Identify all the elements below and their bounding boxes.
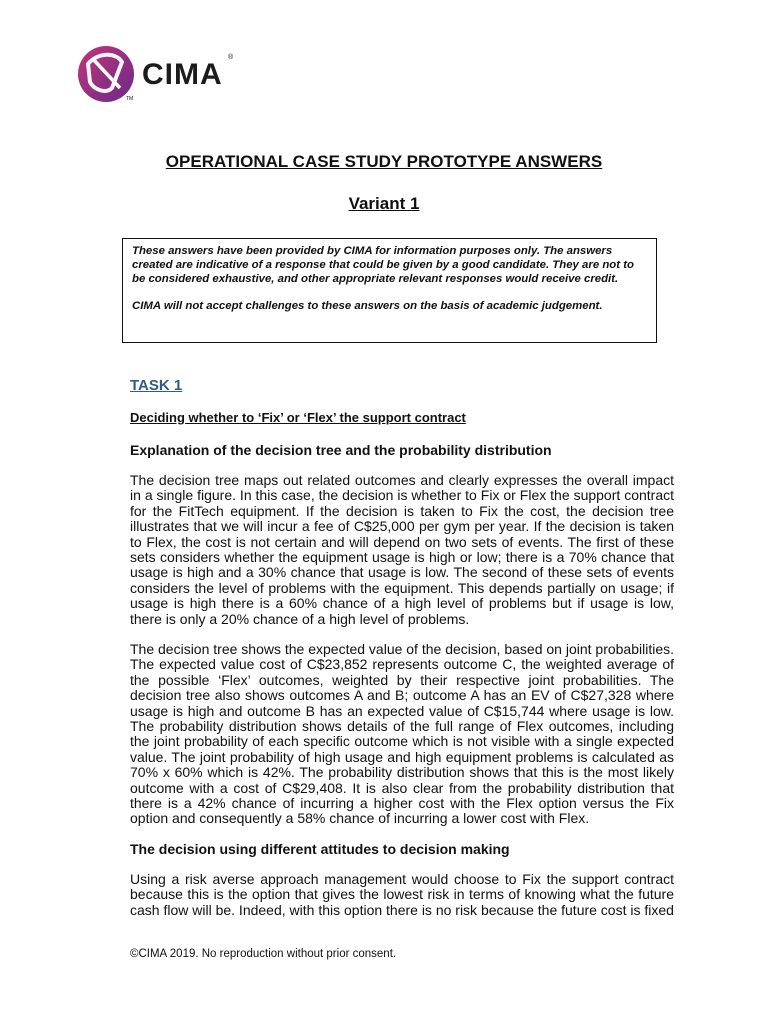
disclaimer-challenge-text: CIMA will not accept challenges to these answers on the basis of academic judgement. <box>132 300 603 312</box>
copyright-footer: ©CIMA 2019. No reproduction without prior consent. <box>130 948 397 960</box>
section-title: Deciding whether to ‘Fix’ or ‘Flex’ the support contract <box>130 410 466 425</box>
document-subtitle: Variant 1 <box>348 194 420 213</box>
paragraph-expected-value: The decision tree shows the expected value of the decision, based on joint probabilities. The expected value cost of C$23,852 represents outcome C, the weighted average of the possible ‘Flex’ outcomes, weighted by their respective joint probabilities. The decision tree also shows outcomes A and B; outcome A has an EV of C$27,328 where usage is high and outcome B has an expected value of C$15,744 where usage is low. The probability distribution shows details of the full range of Flex outcomes, including the joint probability of each specific outcome which is not visible with a single expected value. The joint probability of high usage and high equipment problems is calculated as 70% x 60% which is 42%. The probability distribution shows that this is the most likely outcome with a cost of C$29,408. It is also clear from the probability distribution that there is a 42% chance of incurring a higher cost with the Flex option versus the Fix option and consequently a 58% chance of incurring a lower cost with Flex. <box>130 641 675 827</box>
document-title: OPERATIONAL CASE STUDY PROTOTYPE ANSWERS <box>165 152 603 171</box>
disclaimer-box <box>122 238 657 343</box>
paragraph-decision-tree: The decision tree maps out related outcomes and clearly expresses the overall impact in a single figure. In this case, the decision is whether to Fix or Flex the support contract for the FitTech equipment. If the decision is taken to Fix the cost, the decision tree illustrates that we will incur a fee of C$25,000 per gym per year. If the decision is taken to Flex, the cost is not certain and will depend on two sets of events. The first of these sets considers whether the equipment usage is high or low; there is a 70% chance that usage is high and a 30% chance that usage is low. The second of these sets of events considers the level of problems with the equipment. This depends partially on usage; if usage is high there is a 60% chance of a high level of problems but if usage is low, there is only a 20% chance of a high level of problems. <box>130 472 674 627</box>
disclaimer-text: These answers have been provided by CIMA for information purposes only. The answers created are indicative of a response that could be given by a good candidate. They are not to be considered exhaustive, and other appropriate relevant responses would receive credit. <box>132 245 634 285</box>
logo-wordmark: CIMA <box>142 58 223 91</box>
heading-attitudes: The decision using different attitudes to decision making <box>130 841 510 857</box>
paragraph-risk-averse: Using a risk averse approach management would choose to Fix the support contract because this is the option that gives the lowest risk in terms of knowing what the future cash flow will be. Indeed, with this option there is no risk because the future cost is fixed <box>130 871 674 918</box>
cima-logo <box>76 44 246 104</box>
heading-decision-tree: Explanation of the decision tree and the probability distribution <box>130 442 552 458</box>
logo-registered: ® <box>228 54 234 61</box>
cima-logo-icon <box>76 44 136 104</box>
task-heading: TASK 1 <box>130 377 183 394</box>
logo-trademark: TM <box>126 96 134 102</box>
